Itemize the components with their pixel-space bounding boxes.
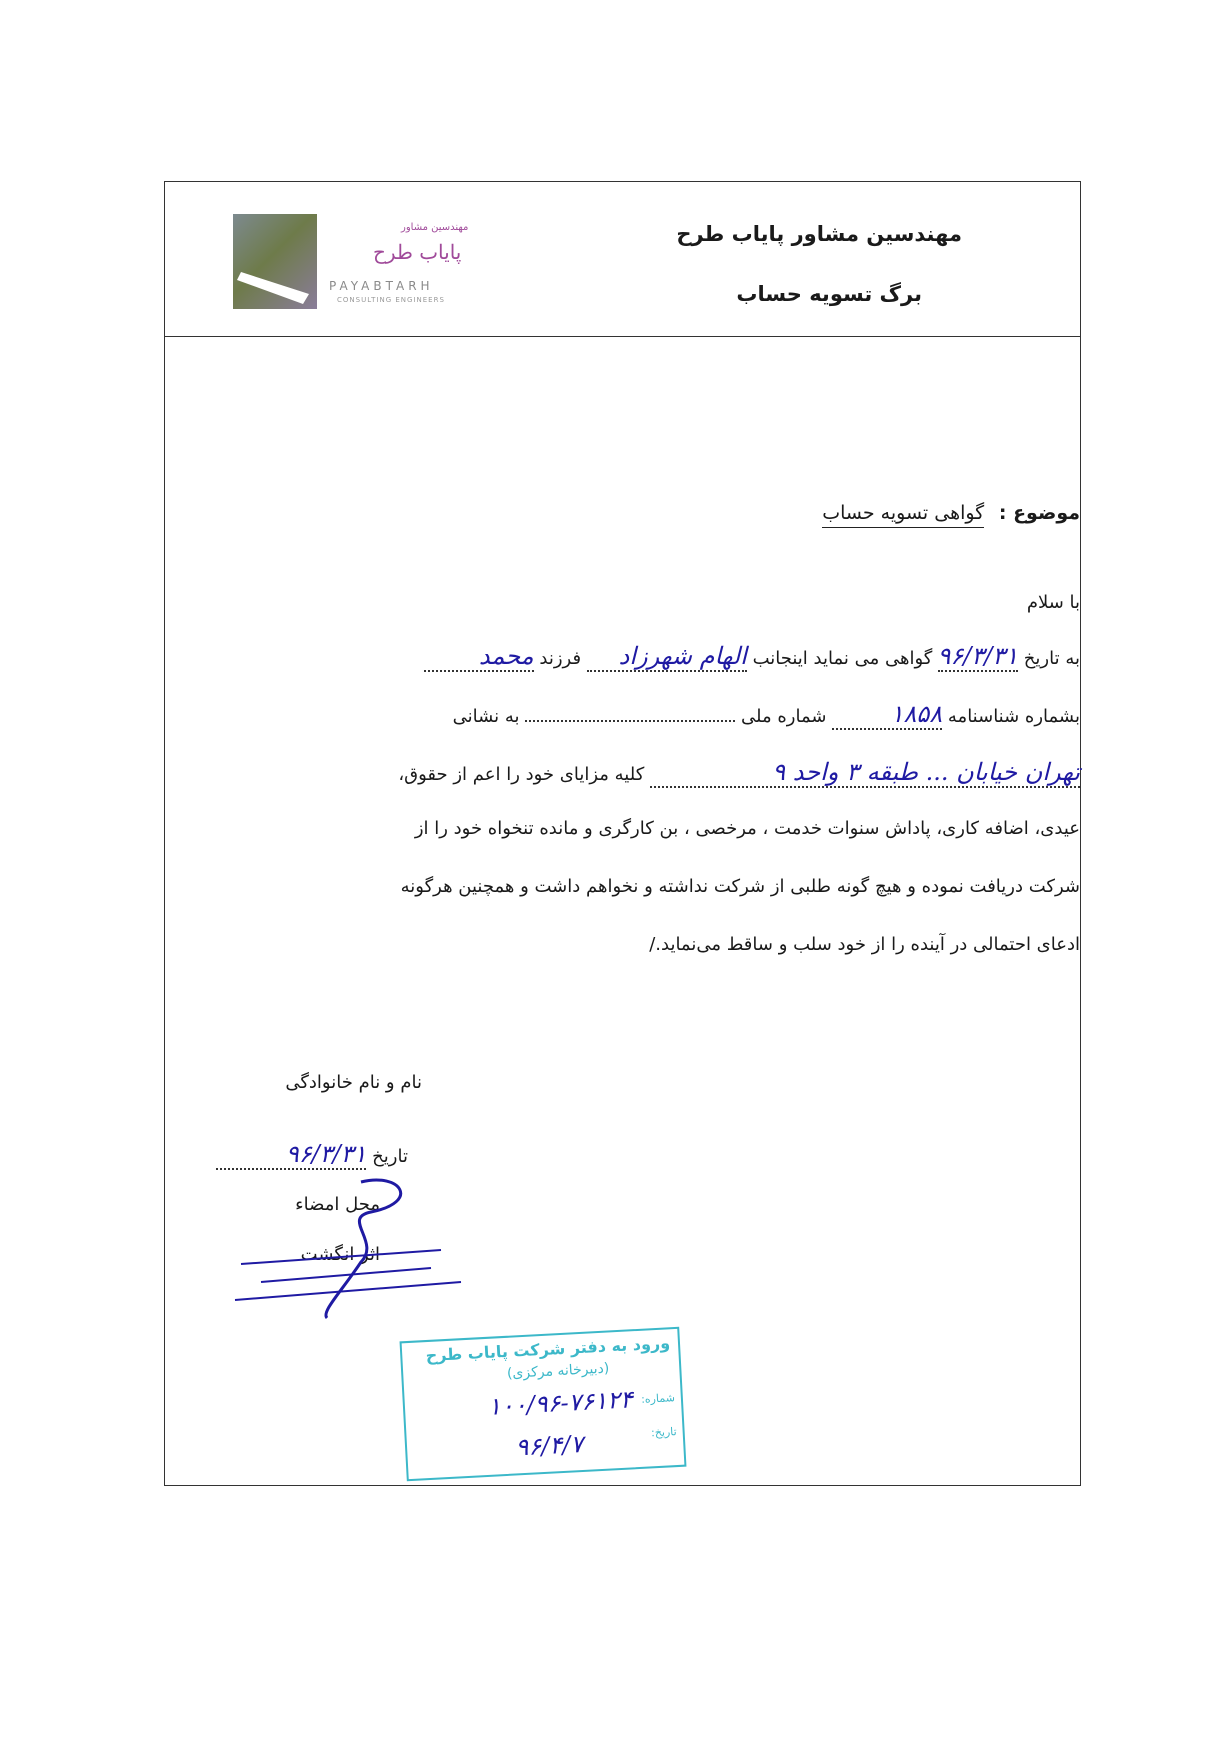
logo-name-fa: پایاب طرح: [373, 240, 462, 264]
logo-small-text: مهندسین مشاور: [401, 222, 469, 233]
handwritten-date: ۹۶/۳/۳۱: [937, 642, 1019, 670]
fingerprint-label: اثر انگشت: [300, 1244, 380, 1265]
text-id-number: بشماره شناسنامه: [947, 706, 1080, 727]
handwritten-signature: [231, 1172, 471, 1326]
handwritten-name: الهام شهرزاد: [618, 642, 747, 670]
text-date-intro: به تاریخ: [1023, 648, 1080, 669]
stamp-number-label: شماره:: [640, 1391, 676, 1406]
logo-name-en: PAYABTARH: [329, 279, 434, 293]
body-line-3: [220, 758, 1080, 788]
handwritten-address: تهران خیابان ... طبقه ۳ واحد ۹: [772, 758, 1080, 786]
stamp-date-value: ۹۶/۴/۷: [514, 1429, 584, 1462]
date-label: تاریخ: [372, 1146, 408, 1167]
body-line-5: شرکت دریافت نموده و هیچ گونه طلبی از شرکت نداشته و نخواهم داشت و همچنین هرگونه: [400, 876, 1080, 897]
text-benefits: کلیه مزایای خود را اعم از حقوق،: [398, 764, 645, 785]
stamp-title: ورود به دفتر شرکت پایاب طرح: [425, 1333, 671, 1366]
stamp-number-value: ۱۰۰/۹۶-۷۶۱۲۴: [487, 1385, 634, 1421]
date-field: [216, 1140, 408, 1170]
logo-mark: [233, 214, 317, 309]
handwritten-father: محمد: [478, 642, 534, 670]
full-name-label: نام و نام خانوادگی: [285, 1072, 422, 1093]
stamp-subtitle: (دبیرخانه مرکزی): [506, 1360, 610, 1382]
company-name: مهندسین مشاور پایاب طرح: [676, 222, 962, 246]
text-national-number: شماره ملی: [741, 706, 827, 727]
subject-line: [822, 502, 1080, 524]
logo-subtitle: CONSULTING ENGINEERS: [337, 296, 445, 304]
subject-label: موضوع :: [998, 502, 1080, 524]
signature-label: محل امضاء: [295, 1194, 380, 1215]
company-logo: [233, 214, 503, 314]
office-entry-stamp: [400, 1327, 687, 1481]
handwritten-id: ۱۸۵۸: [890, 700, 943, 728]
form-header: [165, 182, 1080, 337]
body-line-4: عیدی، اضافه کاری، پاداش سنوات خدمت ، مرخصی ، بن کارگری و مانده تنخواه خود را از: [414, 818, 1080, 839]
subject-value: گواهی تسویه حساب: [822, 502, 984, 528]
text-certifies: گواهی می نماید اینجانب: [752, 648, 933, 669]
text-child-of: فرزند: [539, 648, 582, 669]
national-number-blank: [525, 720, 735, 722]
handwritten-sign-date: ۹۶/۳/۳۱: [285, 1140, 367, 1168]
settlement-form: [164, 181, 1081, 1486]
body-line-1: [220, 642, 1080, 672]
greeting: با سلام: [1026, 592, 1080, 613]
form-title: برگ تسویه حساب: [736, 282, 922, 306]
body-line-2: [220, 700, 1080, 730]
stamp-date-label: تاریخ:: [650, 1425, 677, 1440]
body-line-6: ادعای احتمالی در آینده را از خود سلب و ساقط می‌نماید./: [649, 934, 1080, 955]
text-address: به نشانی: [452, 706, 520, 727]
